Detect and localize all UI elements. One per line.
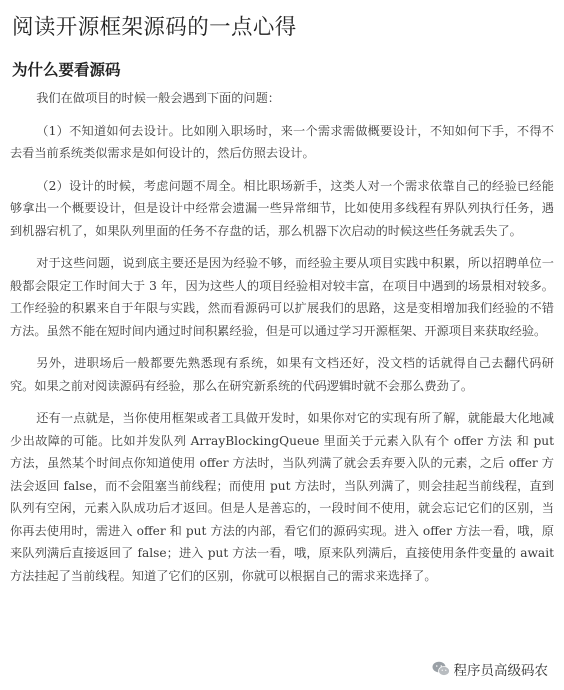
paragraph-experience: 对于这些问题，说到底主要还是因为经验不够，而经验主要从项目实践中积累，所以招聘单位一般都会限定工作时间大于 3 年，因为这些人的项目经验相对较丰富，在项目中遇到的场景相对较多。工作经验的积累来自于年限与实践，然而看源码可以扩展我们的思路，这是变相增加我们经验的不错方法。虽然不能在短时间内通过时间积累经验，但是可以通过学习开源框架、开源项目来获取经验。: [10, 256, 554, 338]
paragraph-intro: 我们在做项目的时候一般会遇到下面的问题：: [36, 91, 280, 105]
watermark-text: 程序员高级码农: [453, 663, 548, 679]
article-title: 阅读开源框架源码的一点心得: [12, 15, 297, 40]
section-heading: 为什么要看源码: [12, 61, 121, 79]
paragraph-queue-example: 还有一点就是，当你使用框架或者工具做开发时，如果你对它的实现有所了解，就能最大化地减少出故障的可能。比如并发队列 ArrayBlockingQueue 里面关于元素入队有个 offer 方法 和 put 方法，虽然某个时间点你知道使用 offer 方法时，当队列满了就会丢弃要入队的元素，之后 offer 方法会返回 false，而不会阻塞当前线程；而使用 put 方法时，当队列满了，则会挂起当前线程，直到队列有空闲，元素入队成功后才返回。但是人是善忘的，一段时间不使用，就会忘记它们的区别，当你再去使用时，需进入 offer 和 put 方法的内部，看它们的源码实现。进入 offer 方法一看，哦，原来队列满后直接返回了 false；进入 put 方法一看，哦，原来队列满后，直接使用条件变量的 await 方法挂起了当前线程。知道了它们的区别，你就可以根据自己的需求来选择了。: [10, 411, 554, 583]
article-body: [10, 87, 554, 587]
watermark: [430, 658, 553, 680]
paragraph-point-2: （2）设计的时候，考虑问题不周全。相比职场新手，这类人对一个需求依靠自己的经验已经能够拿出一个概要设计，但是设计中经常会遗漏一些异常细节，比如使用多线程有界队列执行任务，遇到机器宕机了，如果队列里面的任务不存盘的话，那么机器下次启动的时候这些任务就丢失了。: [10, 178, 554, 238]
wechat-icon: [432, 661, 450, 677]
paragraph-point-1: （1）不知道如何去设计。比如刚入职场时，来一个需求需做概要设计，不知如何下手，不得不去看当前系统类似需求是如何设计的，然后仿照去设计。: [10, 123, 554, 160]
paragraph-new-system: 另外，进职场后一般都要先熟悉现有系统，如果有文档还好，没文档的话就得自己去翻代码研究。如果之前对阅读源码有经验，那么在研究新系统的代码逻辑时就不会那么费劲了。: [10, 356, 554, 393]
